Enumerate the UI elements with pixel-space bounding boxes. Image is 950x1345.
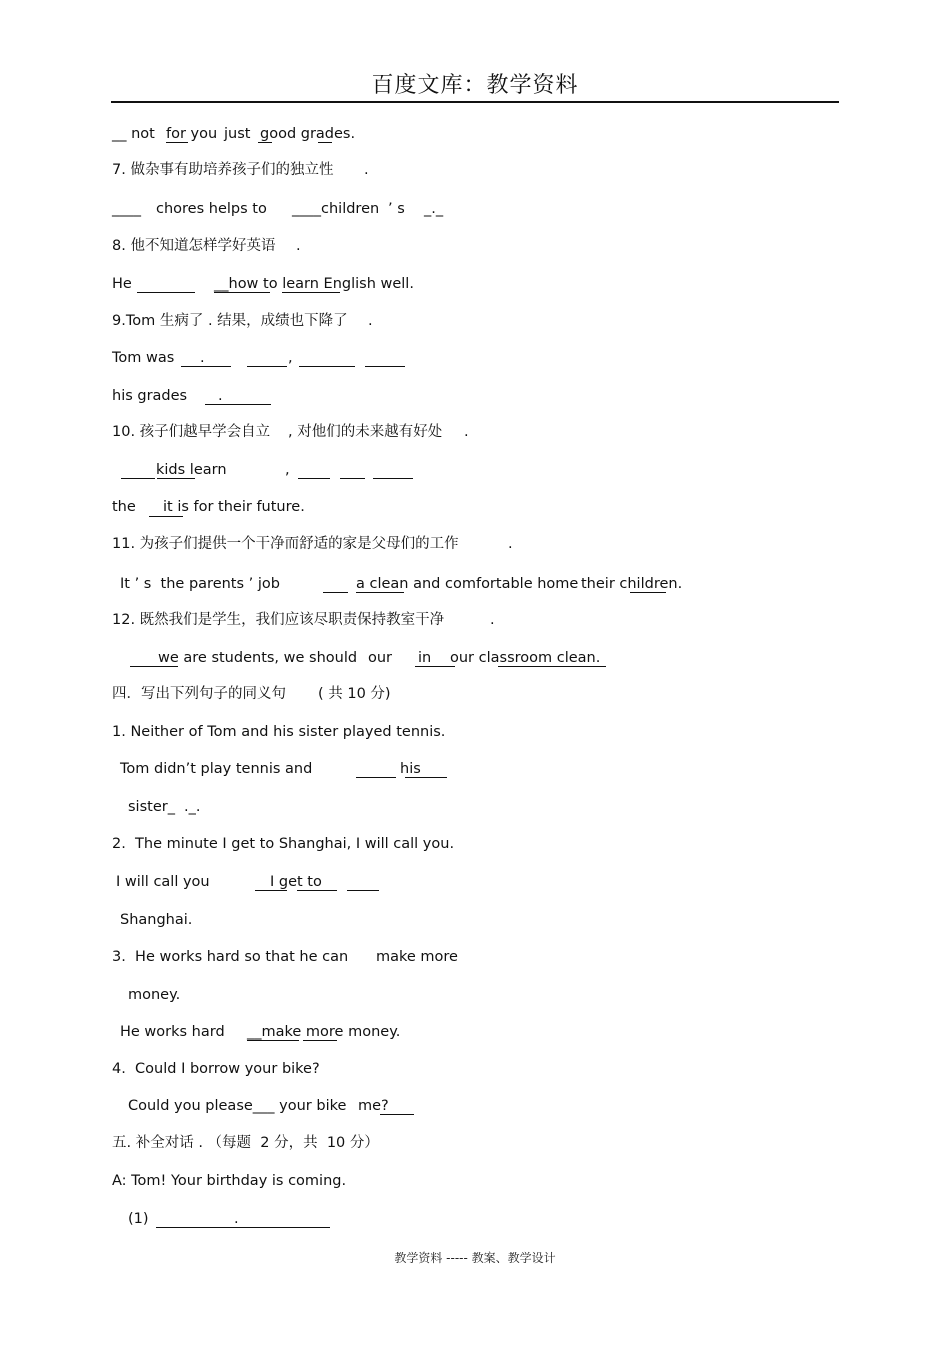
line-segment: 10. 孩子们越早学会自立 — [112, 424, 271, 440]
line-segment: (1) — [128, 1211, 149, 1227]
blank — [356, 592, 404, 593]
line-segment: kids learn — [156, 462, 227, 478]
blank — [282, 292, 340, 293]
line-segment: He — [112, 276, 132, 292]
line-segment: . — [508, 536, 513, 552]
blank — [415, 666, 455, 667]
line-segment: 4. Could I borrow your bike? — [112, 1061, 320, 1077]
line-segment: . — [200, 350, 205, 366]
blank — [299, 366, 355, 367]
line-segment: we are students, we should — [158, 650, 358, 666]
line-segment: ’ s — [388, 201, 405, 217]
line-segment: 8. 他不知道怎样学好英语 — [112, 238, 276, 254]
line-segment: , — [288, 350, 293, 366]
line-segment: Could you please___ your bike — [128, 1098, 347, 1114]
line-segment: it is for their future. — [163, 499, 305, 515]
line-segment: 3. He works hard so that he can — [112, 949, 349, 965]
line-segment: the — [112, 499, 136, 515]
line-segment: their children. — [581, 576, 683, 592]
line-segment: just — [224, 126, 251, 142]
line-segment: , 对他们的未来越有好处 — [288, 424, 443, 440]
line-segment: ____ — [112, 201, 141, 217]
blank — [297, 890, 337, 891]
line-segment: . — [368, 313, 373, 329]
blank — [255, 890, 287, 891]
line-segment: money. — [128, 987, 181, 1003]
blank — [298, 478, 330, 479]
blank — [214, 292, 270, 293]
blank — [498, 666, 548, 667]
line-segment: 五. 补全对话 . （每题 2 分，共 10 分） — [112, 1135, 379, 1151]
line-segment: , — [285, 462, 290, 478]
blank — [149, 516, 183, 517]
line-segment: . — [490, 612, 495, 628]
line-segment: 9.Tom 生病了 . 结果，成绩也下降了 — [112, 313, 348, 329]
blank — [130, 666, 178, 667]
line-segment: . — [218, 388, 223, 404]
line-segment: good grades. — [260, 126, 356, 142]
blank — [137, 292, 195, 293]
blank — [365, 366, 405, 367]
blank — [630, 592, 666, 593]
line-segment: sister_ — [128, 799, 175, 815]
line-segment: 四．写出下列句子的同义句 — [112, 686, 286, 702]
line-segment: his — [400, 761, 421, 777]
line-segment: A: Tom! Your birthday is coming. — [112, 1173, 347, 1189]
blank — [181, 366, 231, 367]
line-segment: . — [364, 162, 369, 178]
blank — [303, 1040, 337, 1041]
blank — [318, 142, 332, 143]
blank — [380, 1114, 414, 1115]
line-segment: our classroom clean. — [450, 650, 601, 666]
blank — [205, 404, 271, 405]
line-segment: ( 共 10 分) — [318, 686, 391, 702]
line-segment: 12. 既然我们是学生，我们应该尽职责保持教室干净 — [112, 612, 445, 628]
page-header-title: 百度文库：教学资料 — [371, 73, 579, 98]
line-segment: ____children — [292, 201, 380, 217]
line-segment: ._. — [184, 799, 201, 815]
blank — [166, 142, 188, 143]
blank — [121, 478, 155, 479]
header-divider — [111, 101, 839, 103]
line-segment: __how to learn English well. — [214, 276, 414, 292]
blank — [156, 1227, 330, 1228]
blank — [157, 478, 195, 479]
line-segment: __ not — [112, 126, 155, 142]
blank — [405, 777, 447, 778]
line-segment: He works hard — [120, 1024, 225, 1040]
line-segment: . — [464, 424, 469, 440]
blank — [347, 890, 379, 891]
line-segment: _._ — [424, 201, 444, 217]
page-footer: 教学资料 ----- 教案、教学设计 — [394, 1251, 556, 1265]
line-segment: 7. 做杂事有助培养孩子们的独立性 — [112, 162, 334, 178]
line-segment: __make more money. — [247, 1024, 401, 1040]
line-segment: I will call you — [116, 874, 210, 890]
blank — [247, 1040, 299, 1041]
blank — [323, 592, 348, 593]
line-segment: make more — [376, 949, 458, 965]
blank — [373, 478, 413, 479]
line-segment: our — [368, 650, 393, 666]
line-segment: 11. 为孩子们提供一个干净而舒适的家是父母们的工作 — [112, 536, 459, 552]
line-segment: Tom didn’t play tennis and — [120, 761, 313, 777]
line-segment: me? — [358, 1098, 389, 1114]
line-segment: Tom was — [112, 350, 175, 366]
blank — [258, 142, 272, 143]
blank — [247, 366, 287, 367]
line-segment: 1. Neither of Tom and his sister played tennis. — [112, 724, 446, 740]
line-segment: I get to — [270, 874, 322, 890]
line-segment: 2. The minute I get to Shanghai, I will call you. — [112, 836, 455, 852]
line-segment: a clean and comfortable home — [356, 576, 579, 592]
blank — [356, 777, 396, 778]
line-segment: in — [418, 650, 432, 666]
line-segment: chores helps to — [156, 201, 267, 217]
line-segment: It ’ s the parents ’ job — [120, 576, 280, 592]
blank — [548, 666, 606, 667]
line-segment: . — [234, 1211, 239, 1227]
line-segment: his grades — [112, 388, 188, 404]
line-segment: . — [296, 238, 301, 254]
blank — [340, 478, 365, 479]
line-segment: for you — [166, 126, 218, 142]
line-segment: Shanghai. — [120, 912, 193, 928]
